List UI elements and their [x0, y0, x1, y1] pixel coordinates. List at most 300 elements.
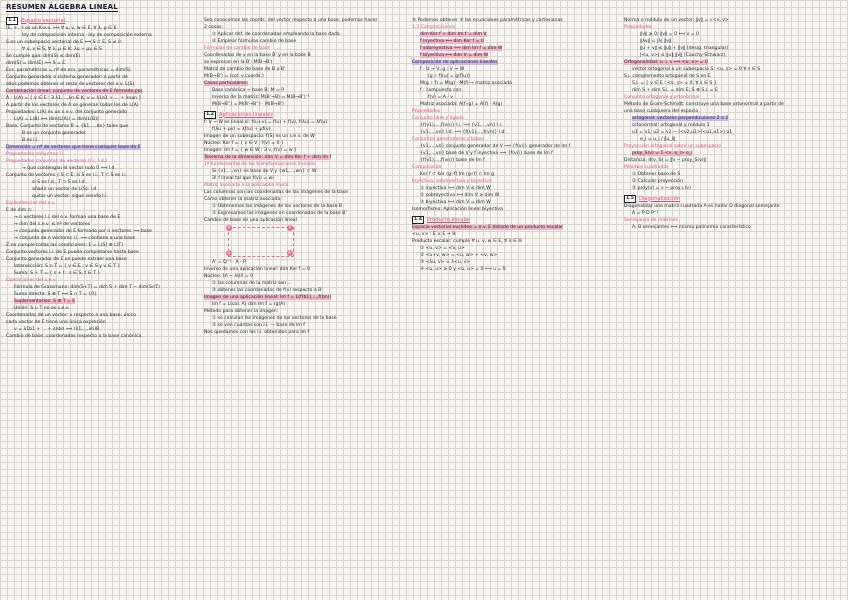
section-heading-text: Aplicaciones lineales [219, 111, 273, 118]
note-line [6, 298, 202, 305]
note-line [624, 108, 842, 115]
note-text: v = λ1b1 + ... + λnbn ⟹ (λ1,...,λn)B [14, 327, 100, 332]
diagram-node: A' [288, 250, 292, 255]
note-line [624, 94, 842, 101]
note-line [412, 245, 620, 252]
note-line [204, 196, 404, 203]
note-text: ② Expresamos las imágenes en coordenadas de la base B' [212, 211, 347, 216]
note-line [204, 273, 404, 280]
note-text: ‖u + v‖ ≤ ‖u‖ + ‖v‖ (desig. triangular) [640, 46, 729, 51]
note-line [204, 66, 404, 73]
note-line [624, 150, 842, 157]
note-line [6, 32, 202, 39]
section-number-badge: 1.4 [412, 216, 424, 224]
note-line [6, 137, 202, 144]
note-line [6, 46, 202, 53]
note-text: S⊥ complemento ortogonal de S en E [624, 74, 711, 79]
note-line [624, 115, 842, 122]
note-text: Inyectiva, sobreyectiva y biyectiva [412, 179, 492, 184]
note-text: Composición [412, 165, 442, 170]
note-text: Combinación lineal: conjunto de vectores de E formado por [6, 89, 143, 94]
note-text: Conjunto de vectores { S ⊂ E: si S es l.i., T ⊂ S es l.i. [6, 173, 128, 178]
note-text: ③ <λu, v> = λ<u, v> [420, 260, 471, 265]
note-text: se expresan en la B': M(B→B') [204, 60, 273, 65]
note-text: A : L(A) = { v ∈ E : ∃ λ1,...,λn ∈ K, v = λ1a1 + ... + λnan } [6, 96, 142, 101]
note-line [412, 66, 620, 73]
note-text: Distancia: d(v, S) = ‖v − proy_S(v)‖ [624, 158, 707, 163]
note-text: Propiedades [412, 109, 441, 114]
note-line [204, 126, 404, 133]
note-text: → conjunto generador de E formado por n vectores ⟹ base [14, 229, 152, 234]
note-line [204, 168, 404, 175]
note-line [6, 284, 202, 291]
note-line [412, 192, 620, 199]
note-text: f biyectiva ⟺ dim V = dim W [420, 53, 489, 58]
note-line [204, 301, 404, 308]
note-text: Producto escalar: cumple ∀ u, v, w ∈ E, ∀ λ ∈ ℝ [412, 239, 523, 244]
note-line [6, 109, 202, 116]
note-text: ④ <u, u> ≥ 0 y <u, u> = 0 ⟺ u = 0 [420, 267, 506, 272]
note-line [412, 45, 620, 52]
note-line [412, 52, 620, 59]
note-text: Conjuntos generadores y bases [412, 137, 485, 142]
note-text: Propiedades: L(A) es un s.e.v. del conjunto generado [6, 110, 128, 115]
note-text: → dim del s.e.v. ≤ nº de vectores [14, 222, 91, 227]
note-text: Norma o módulo de un vector: ‖v‖ = √<v, v> [624, 18, 729, 23]
note-text: Ortogonalidad: u ⊥ v ⟺ <u, v> = 0 [624, 60, 708, 65]
notes-section [204, 111, 404, 224]
note-text: Intersección: S ∩ T = { v ∈ E : v ∈ S y v ∈ T } [14, 264, 121, 269]
note-text: ① Obtener base de S [632, 172, 681, 177]
note-text: ‖λv‖ = |λ| ‖v‖ [640, 39, 672, 44]
note-line [6, 81, 202, 88]
note-line [412, 136, 620, 143]
note-line [624, 17, 842, 24]
note-line [6, 256, 202, 263]
note-text: Fórmula de Grassmann: dim(S+T) = dim S + dim T − dim(S∩T) [14, 285, 160, 290]
section-heading [624, 195, 842, 203]
note-text: f(v) = A · v [428, 95, 453, 100]
note-line [412, 199, 620, 206]
notes-section [6, 17, 202, 340]
note-text: Matriz asociada a la aplicación lineal [204, 183, 289, 188]
note-text: ∀ u, v ∈ S, ∀ λ, μ ∈ K: λu + μv ∈ S [22, 47, 102, 52]
note-line [6, 144, 202, 151]
note-text: B es un conjunto generador [22, 131, 86, 136]
note-text: ② Emplear fórmulas cambio de base [212, 39, 297, 44]
note-line [412, 73, 620, 80]
note-line [204, 17, 404, 24]
note-text: Cómo obtener la matriz asociada: [204, 197, 282, 202]
note-line [412, 178, 620, 185]
note-line [6, 249, 202, 256]
note-line [412, 94, 620, 101]
note-line [412, 252, 620, 259]
note-text: ② <u+v, w> = <u, w> + <v, w> [420, 253, 498, 258]
note-text: Dimensión = nº de vectores que tiene cualquier base de E [6, 145, 141, 150]
note-text: u1 = v1; u2 = v2 − (<v2,u1>/<u1,u1>) u1 [632, 130, 733, 135]
note-line [6, 207, 202, 214]
note-text: Matriz de cambio de base de B a B' [204, 67, 286, 72]
section-number-badge: 1.2 [204, 111, 216, 119]
section-heading-text: Producto escalar [427, 216, 471, 223]
note-text: Im f = L(col. A) dim Im f = rg(A) [212, 302, 286, 307]
note-line [412, 24, 620, 31]
note-text: M(g ∘ f) = M(g) · M(f) → matriz asociada [420, 81, 512, 86]
note-text: Diagonalizar una matriz cuadrada A es hallar D diagonal semejante [624, 204, 780, 209]
note-text: ① Obtenemos las imágenes de los vectores de la base B [212, 204, 343, 209]
note-text: Semejanza de matrices [624, 218, 678, 223]
notes-section [204, 17, 404, 108]
section-number-badge: 1.5 [624, 195, 636, 203]
note-line [6, 74, 202, 81]
note-text: ortogonal: vectores perpendiculares 2 a 2 [632, 116, 729, 121]
note-line [6, 291, 202, 298]
note-text: Operaciones del s.e.v. [6, 278, 57, 283]
note-line [6, 214, 202, 221]
note-line [6, 179, 202, 186]
note-text: Suplementarios: S ⊕ T = E [14, 299, 76, 304]
note-line [204, 59, 404, 66]
section-heading [412, 216, 620, 224]
note-line [204, 87, 404, 94]
note-line [6, 53, 202, 60]
note-line [6, 319, 202, 326]
note-line [204, 119, 404, 126]
note-line [204, 147, 404, 154]
note-text: Suma directa: S ⊕ T ⟺ S ∩ T = {0} [14, 292, 98, 297]
note-line [412, 31, 620, 38]
note-text: Se cumple que: dim(S) ≤ dim(E) [6, 54, 81, 59]
note-text: Base: Conjunto de vectores B = {b1,...,bn} tales que [6, 124, 129, 129]
note-text: Composición de aplicaciones lineales [412, 60, 498, 65]
note-line [624, 217, 842, 224]
notes-column-1 [6, 14, 202, 598]
note-text: f(λu + μv) = λf(u) + μf(v) [212, 127, 271, 132]
note-text: ‖v‖ ≥ 0; ‖v‖ = 0 ⟺ v = 0 [640, 32, 699, 37]
note-line [624, 59, 842, 66]
note-line [412, 122, 620, 129]
note-line [412, 185, 620, 192]
note-line [6, 235, 202, 242]
note-text: Conjunto generador de E se puede extraer una base [6, 257, 127, 262]
note-line [6, 123, 202, 130]
notes-section [624, 17, 842, 192]
note-line [204, 31, 404, 38]
note-text: Conjunto libre y ligado [412, 116, 464, 121]
section-heading-text: Diagonalización [639, 195, 681, 202]
note-line [6, 165, 202, 172]
note-text: ① inyectiva ⟺ dim V ≤ dim W [420, 186, 491, 191]
note-line [204, 308, 404, 315]
note-text: ① <u, v> = <v, u> [420, 246, 465, 251]
note-line [6, 242, 202, 249]
note-line [6, 25, 202, 32]
note-text: Núcleo: Ker f = { v ∈ V : f(v) = 0 } [204, 141, 284, 146]
note-text: Cambio de base: coordenadas respecto a la base canónica [6, 334, 142, 339]
note-line [412, 150, 620, 157]
note-line [6, 221, 202, 228]
note-text: A' = Q⁻¹ · A · P [212, 260, 246, 265]
note-line [624, 210, 842, 217]
note-line [412, 38, 620, 45]
note-text: añadir un vector de L(S): l.d. [32, 187, 98, 192]
note-line [6, 151, 202, 158]
note-text: (E, +, ·) es un K-e.v. ⟺ ∀ u, v, w ∈ E, ∀ λ, μ ∈ K [6, 26, 117, 31]
note-text: Ecs. paramétricas = nº de ecs. paramétricas = dim(S) [6, 68, 131, 73]
note-line [204, 266, 404, 273]
note-text: L(A) = L(B) ⟺ dim(L(A)) = dim(L(B)) [14, 117, 99, 122]
note-text: → n vectores l.i. del e.v. forman una base de E [14, 215, 121, 220]
notes-column-2 [204, 14, 404, 598]
note-text: Coordenadas de un vector: v respecto a una base: único [6, 313, 136, 318]
note-text: M(B→B') = (col. v coords.) [204, 74, 264, 79]
note-line [412, 17, 620, 24]
note-text: Propiedades conjuntos l.i. [6, 152, 65, 157]
note-line [624, 164, 842, 171]
note-text: 1.3 Composiciones [412, 25, 456, 30]
note-line [624, 136, 842, 143]
note-line [6, 60, 202, 67]
note-text: dim Ker f + dim Im f = dim V [420, 32, 487, 37]
note-line [6, 88, 202, 95]
note-line [412, 87, 620, 94]
note-line [6, 186, 202, 193]
note-text: cada vector de E tiene una única expresión [6, 320, 106, 325]
note-text: A, B semejantes ⟺ mismo polinomio característico [632, 225, 751, 230]
note-line [204, 140, 404, 147]
note-text: → que contengan el vector nulo 0 ⟹ l.d. [22, 166, 116, 171]
note-line [204, 80, 404, 87]
note-line [624, 66, 842, 73]
note-line [624, 224, 842, 231]
note-text: proy_S(v) = Σ <v, e_i> e_i [632, 151, 693, 156]
note-text: Método para obtener la imagen: [204, 309, 279, 314]
note-text: f sobreyectiva ⟺ dim Im f = dim W [420, 46, 503, 51]
note-text: f inyectiva ⟺ dim Ker f = 0 [420, 39, 484, 44]
note-line [412, 238, 620, 245]
note-line [6, 67, 202, 74]
note-line [6, 193, 202, 200]
page-title: RESUMEN ÁLGEBRA LINEAL [6, 3, 118, 11]
note-line [204, 175, 404, 182]
note-line [624, 24, 842, 31]
note-line [624, 80, 842, 87]
note-line [204, 182, 404, 189]
note-text: una base cualquiera del espacio [624, 109, 699, 114]
note-text: ② obtener las coordenadas de f(v) respecto a B' [212, 288, 323, 293]
notes-section [412, 216, 620, 273]
note-text: A = P D P⁻¹ [632, 211, 659, 216]
note-text: Espacio vectorial euclídeo = e.v. E dotado de un producto escalar [412, 225, 564, 230]
note-line [6, 102, 202, 109]
note-text: S⊥ = { v ∈ E : <v, s> = 0, ∀ s ∈ S } [632, 81, 717, 86]
note-line [204, 203, 404, 210]
note-text: Sea conocemos las coords. del vector respecto a una base, podemos hacer [204, 18, 378, 23]
section-heading [6, 17, 202, 25]
note-text: ellos podemos obtener el resto de vectores del e.v. L(S) [6, 82, 135, 87]
section-heading-text: Espacio vectorial [21, 17, 66, 24]
note-line [6, 95, 202, 102]
note-line [412, 231, 620, 238]
note-line [6, 305, 202, 312]
notes-section [412, 17, 620, 213]
note-line [412, 164, 620, 171]
note-line [6, 130, 202, 137]
note-text: ley de composición interna · ley de composición externa [22, 33, 152, 38]
diagram-node: P [288, 225, 292, 230]
note-line [624, 38, 842, 45]
note-line [624, 178, 842, 185]
section-number-badge: 1.1 [6, 17, 18, 25]
note-text: ① las columnas de la matriz son ... [212, 281, 292, 286]
note-line [6, 172, 202, 179]
note-text: Propiedades conjuntos de vectores (l.i., l.d.) [6, 159, 107, 164]
note-text: e_i = u_i / ‖u_i‖ [640, 137, 676, 142]
note-line [6, 312, 202, 319]
note-text: Nos quedamos con los l.i. obtenidos para Im f [204, 330, 310, 335]
note-line [412, 224, 620, 231]
note-text: Cambio de base en una aplicación lineal [204, 218, 297, 223]
note-text: Base canónica → base B: M = P [212, 88, 285, 93]
note-line [6, 263, 202, 270]
note-text: → conjunto de n vectores l.i. ⟹ contiene a una base [14, 236, 136, 241]
note-line [204, 24, 404, 31]
note-text: Proyección ortogonal sobre un subespacio [624, 144, 722, 149]
note-text: Imagen de una aplicación lineal: Im f = L(f(b1),...,f(bn)) [204, 295, 332, 300]
note-line [204, 38, 404, 45]
notes-column-4 [624, 14, 842, 598]
note-text: Unión: S ∪ T no es s.e.v. [14, 306, 70, 311]
note-line [6, 158, 202, 165]
note-line [624, 171, 842, 178]
note-line [624, 87, 842, 94]
note-text: Propiedades [624, 25, 653, 30]
note-line [412, 108, 620, 115]
note-line [204, 287, 404, 294]
note-text: f : U → V, g : V → W [420, 67, 465, 72]
note-text: f: V → W es lineal si: f(u+v) = f(u) + f(v), f(λu) = λf(u) [204, 120, 328, 125]
note-text: Casos particulares: [204, 81, 248, 86]
base-change-diagram [228, 227, 294, 257]
note-text: ② se ven cuántas son l.i. — base de Im f [212, 323, 305, 328]
note-line [204, 294, 404, 301]
note-text: {f(v1),...,f(vn)} l.i. ⟹ {v1,...,vn} l.i. [420, 123, 503, 128]
note-text: Método de Gram-Schmidt: construye una base ortonormal a partir de [624, 102, 784, 107]
note-text: Núcleo: (A − λI)X = 0 [204, 274, 254, 279]
note-text: Inversa de la matriz: M(B'→B) = M(B→B')⁻¹ [212, 95, 310, 100]
note-text: B es l.i. [22, 138, 39, 143]
note-line [204, 45, 404, 52]
note-text: S es un subespacio vectorial de E ⟺ S ⊂ E, S ≠ ∅ [6, 40, 122, 45]
note-line [204, 161, 404, 168]
note-text: ⑤ Podemos obtener ⑤ las ecuaciones paramétricas y cartesianas [412, 18, 563, 23]
note-line [6, 200, 202, 207]
note-line [204, 101, 404, 108]
notes-section [624, 195, 842, 231]
note-text: 1ª fundamental de las transformaciones lineales [204, 162, 316, 167]
note-line [204, 73, 404, 80]
note-text: ③ proy(v) = v − proy⊥(v) [632, 186, 691, 191]
note-line [624, 31, 842, 38]
note-text: ② sobreyectiva ⟺ dim V ≥ dim W [420, 193, 500, 198]
note-text: Conjunto generador o sistema generador: a partir de [6, 75, 128, 80]
note-text: Conjunto ortogonal y ortonormal [624, 95, 700, 100]
note-text: Suma: S + T = { s + t : s ∈ S, t ∈ T } [14, 271, 101, 276]
note-text: Teorema de la dimensión: dim V = dim Ker f + dim Im f [204, 155, 332, 160]
note-text: Imagen de un subespacio: f(S) es un s.e.v. de W [204, 134, 315, 139]
note-text: A partir de los vectores de A se generan todos los de L(A) [6, 103, 139, 108]
note-line [624, 45, 842, 52]
note-text: {f(v1),...,f(vn)} base de Im f [420, 158, 485, 163]
note-text: quitar un vector: sigue siendo l.i. [32, 194, 108, 199]
note-line [204, 315, 404, 322]
note-line [204, 52, 404, 59]
note-line [204, 189, 404, 196]
note-line [6, 39, 202, 46]
note-line [204, 217, 404, 224]
note-line [412, 266, 620, 273]
note-line [204, 329, 404, 336]
note-text: ortonormal: ortogonal y módulo 1 [632, 123, 710, 128]
note-line [204, 322, 404, 329]
note-line [624, 101, 842, 108]
note-text: {v1,...,vn} l.d. ⟹ {f(v1),...,f(vn)} l.d. [420, 130, 506, 135]
notes-column-3 [412, 14, 620, 598]
note-line [624, 129, 842, 136]
note-line [412, 143, 620, 150]
note-line [6, 116, 202, 123]
note-line [412, 101, 620, 108]
note-line [6, 228, 202, 235]
note-line [6, 326, 202, 333]
note-text: Si {v1,...,vn} es base de V y {w1,...,wn} ⊂ W [212, 169, 317, 174]
note-line [412, 157, 620, 164]
note-text: Las columnas son las coordenadas de las imágenes de la base [204, 190, 349, 195]
note-text: Equivalencias del e.v. [6, 201, 56, 206]
note-line [6, 270, 202, 277]
note-text: dim S + dim S⊥ = dim E; S ⊕ S⊥ = E [632, 88, 718, 93]
diagram-node: Q [227, 250, 231, 255]
note-text: Imagen: Im f = { w ∈ W : ∃ v, f(v) = w } [204, 148, 297, 153]
note-line [624, 143, 842, 150]
note-text: Isomorfismo: Aplicación lineal biyectiva [412, 207, 503, 212]
note-line [412, 115, 620, 122]
note-text: Z no cumple todas las condiciones: E = L(S) ⊕ L(T) [6, 243, 123, 248]
note-text: M(B→B'') = M(B'→B'') · M(B→B') [212, 102, 284, 107]
note-line [412, 80, 620, 87]
note-line [412, 59, 620, 66]
note-line [204, 210, 404, 217]
note-text: ② Calcular proyección [632, 179, 683, 184]
note-text: ③ biyectiva ⟺ dim V = dim W [420, 200, 491, 205]
note-line [204, 259, 404, 266]
note-line [6, 333, 202, 340]
note-text: Inverso de una aplicación lineal: dim Ker f = 0 [204, 267, 311, 272]
note-text: si S es l.d., T ⊃ S es l.d. [32, 180, 86, 185]
note-text: Fórmulas de cambio de base [204, 46, 271, 51]
note-text: Matriz asociada: A(f∘g) = A(f) · A(g) [420, 102, 503, 107]
note-line [412, 206, 620, 213]
note-line [412, 171, 620, 178]
notes-section [204, 227, 404, 336]
note-text: Coordenadas de v en la base B' y en la base B [204, 53, 311, 58]
note-text: {v1,...,vn} base de V y f inyectiva ⟹ {f(vi)} base de Im f [420, 151, 553, 156]
note-line [412, 259, 620, 266]
note-line [624, 157, 842, 164]
note-text: ∃! f lineal tal que f(vi) = wi [212, 176, 274, 181]
note-text: f : compuesta con [420, 88, 462, 93]
